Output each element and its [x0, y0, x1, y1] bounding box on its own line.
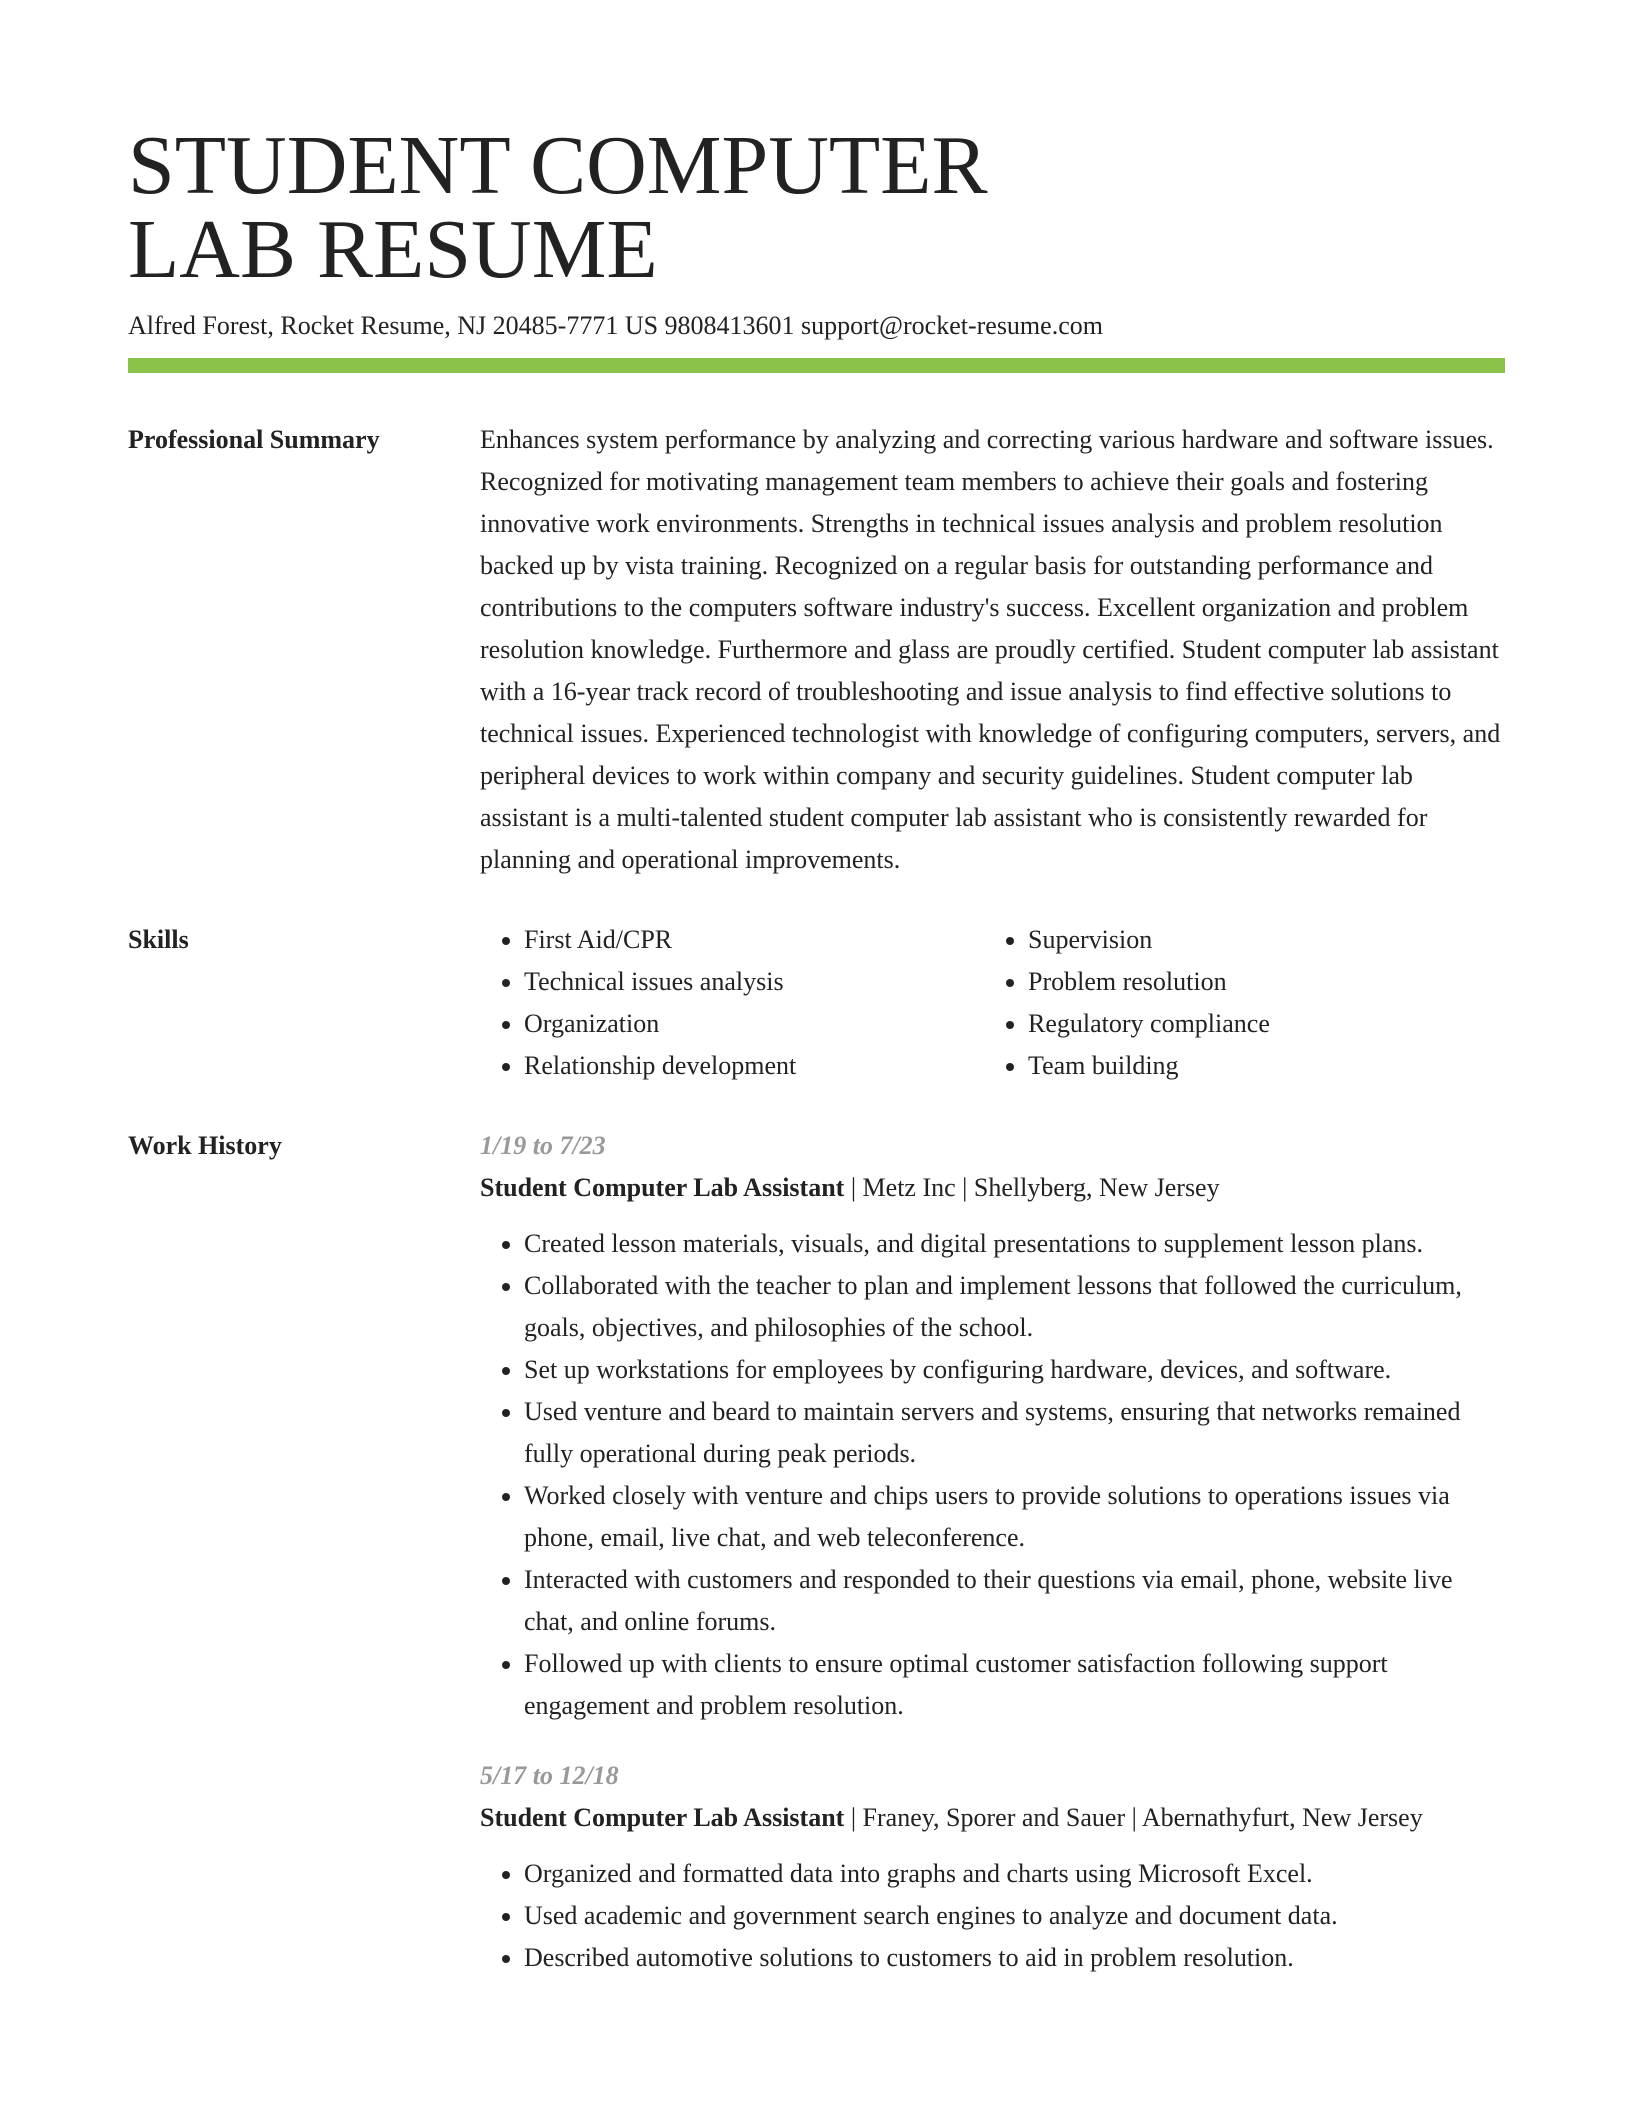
job-company-location: | Metz Inc | Shellyberg, New Jersey: [844, 1173, 1220, 1202]
job-bullet: • Created lesson materials, visuals, and digital presentations to supplement lesson plans.: [524, 1223, 1505, 1265]
skill-item: • Regulatory compliance: [1028, 1003, 1488, 1045]
job-bullets: [480, 1223, 1505, 1727]
job-bullet: • Described automotive solutions to customers to aid in problem resolution.: [524, 1937, 1505, 1979]
accent-divider: [128, 358, 1505, 373]
skill-item: • Problem resolution: [1028, 961, 1488, 1003]
job-dates: 1/19 to 7/23: [480, 1131, 606, 1160]
section-label-skills: Skills: [128, 925, 189, 954]
job-bullet: • Used academic and government search engines to analyze and document data.: [524, 1895, 1505, 1937]
job-bullet: • Interacted with customers and responded to their questions via email, phone, website live chat, and online forums.: [524, 1559, 1505, 1643]
contact-line: Alfred Forest, Rocket Resume, NJ 20485-7771 US 9808413601 support@rocket-resume.com: [128, 311, 1103, 340]
skill-item: • First Aid/CPR: [524, 919, 984, 961]
skills-column-1: [480, 919, 984, 1087]
title-line-1: STUDENT COMPUTER: [128, 119, 988, 212]
job-title: Student Computer Lab Assistant: [480, 1173, 845, 1202]
section-label-work: Work History: [128, 1131, 282, 1160]
job-entry: [480, 1755, 1505, 1979]
professional-summary-section: [128, 419, 1505, 881]
job-bullet: • Used venture and beard to maintain servers and systems, ensuring that networks remained fully operational during peak periods.: [524, 1391, 1505, 1475]
job-bullet: • Worked closely with venture and chips users to provide solutions to operations issues via phone, email, live chat, and web teleconference.: [524, 1475, 1505, 1559]
job-company-location: | Franey, Sporer and Sauer | Abernathyfurt, New Jersey: [844, 1803, 1423, 1832]
job-bullet: • Followed up with clients to ensure optimal customer satisfaction following support engagement and problem resolution.: [524, 1643, 1505, 1727]
job-bullet: • Organized and formatted data into graphs and charts using Microsoft Excel.: [524, 1853, 1505, 1895]
skill-item: • Team building: [1028, 1045, 1488, 1087]
job-entry: [480, 1125, 1505, 1727]
job-title: Student Computer Lab Assistant: [480, 1803, 845, 1832]
skills-section: [128, 919, 1505, 1087]
resume-title: [128, 0, 1505, 296]
job-bullet: • Collaborated with the teacher to plan and implement lessons that followed the curriculum, goals, objectives, and philosophies of the school.: [524, 1265, 1505, 1349]
skill-item: • Relationship development: [524, 1045, 984, 1087]
skill-item: • Organization: [524, 1003, 984, 1045]
work-history-section: [128, 1125, 1505, 1979]
job-heading: [480, 1167, 1505, 1209]
skill-item: • Supervision: [1028, 919, 1488, 961]
job-bullets: [480, 1853, 1505, 1979]
skills-column-2: [984, 919, 1488, 1087]
job-dates: 5/17 to 12/18: [480, 1761, 619, 1790]
summary-text: Enhances system performance by analyzing and correcting various hardware and software issues. Recognized for motivating management team members to achieve their goals and fostering innovative work environments. Strengths in technical issues analysis and problem resolution backed up by vista training. Recognized on a regular basis for outstanding performance and contributions to the computers software industry's success. Excellent organization and problem resolution knowledge. Furthermore and glass are proudly certified. Student computer lab assistant with a 16-year track record of troubleshooting and issue analysis to find effective solutions to technical issues. Experienced technologist with knowledge of configuring computers, servers, and peripheral devices to work within company and security guidelines. Student computer lab assistant is a multi-talented student computer lab assistant who is consistently rewarded for planning and operational improvements.: [480, 425, 1501, 874]
resume-page: [128, 0, 1505, 1979]
job-heading: [480, 1797, 1505, 1839]
title-line-2: LAB RESUME: [128, 203, 658, 296]
skill-item: • Technical issues analysis: [524, 961, 984, 1003]
section-label-summary: Professional Summary: [128, 425, 380, 454]
job-bullet: • Set up workstations for employees by configuring hardware, devices, and software.: [524, 1349, 1505, 1391]
